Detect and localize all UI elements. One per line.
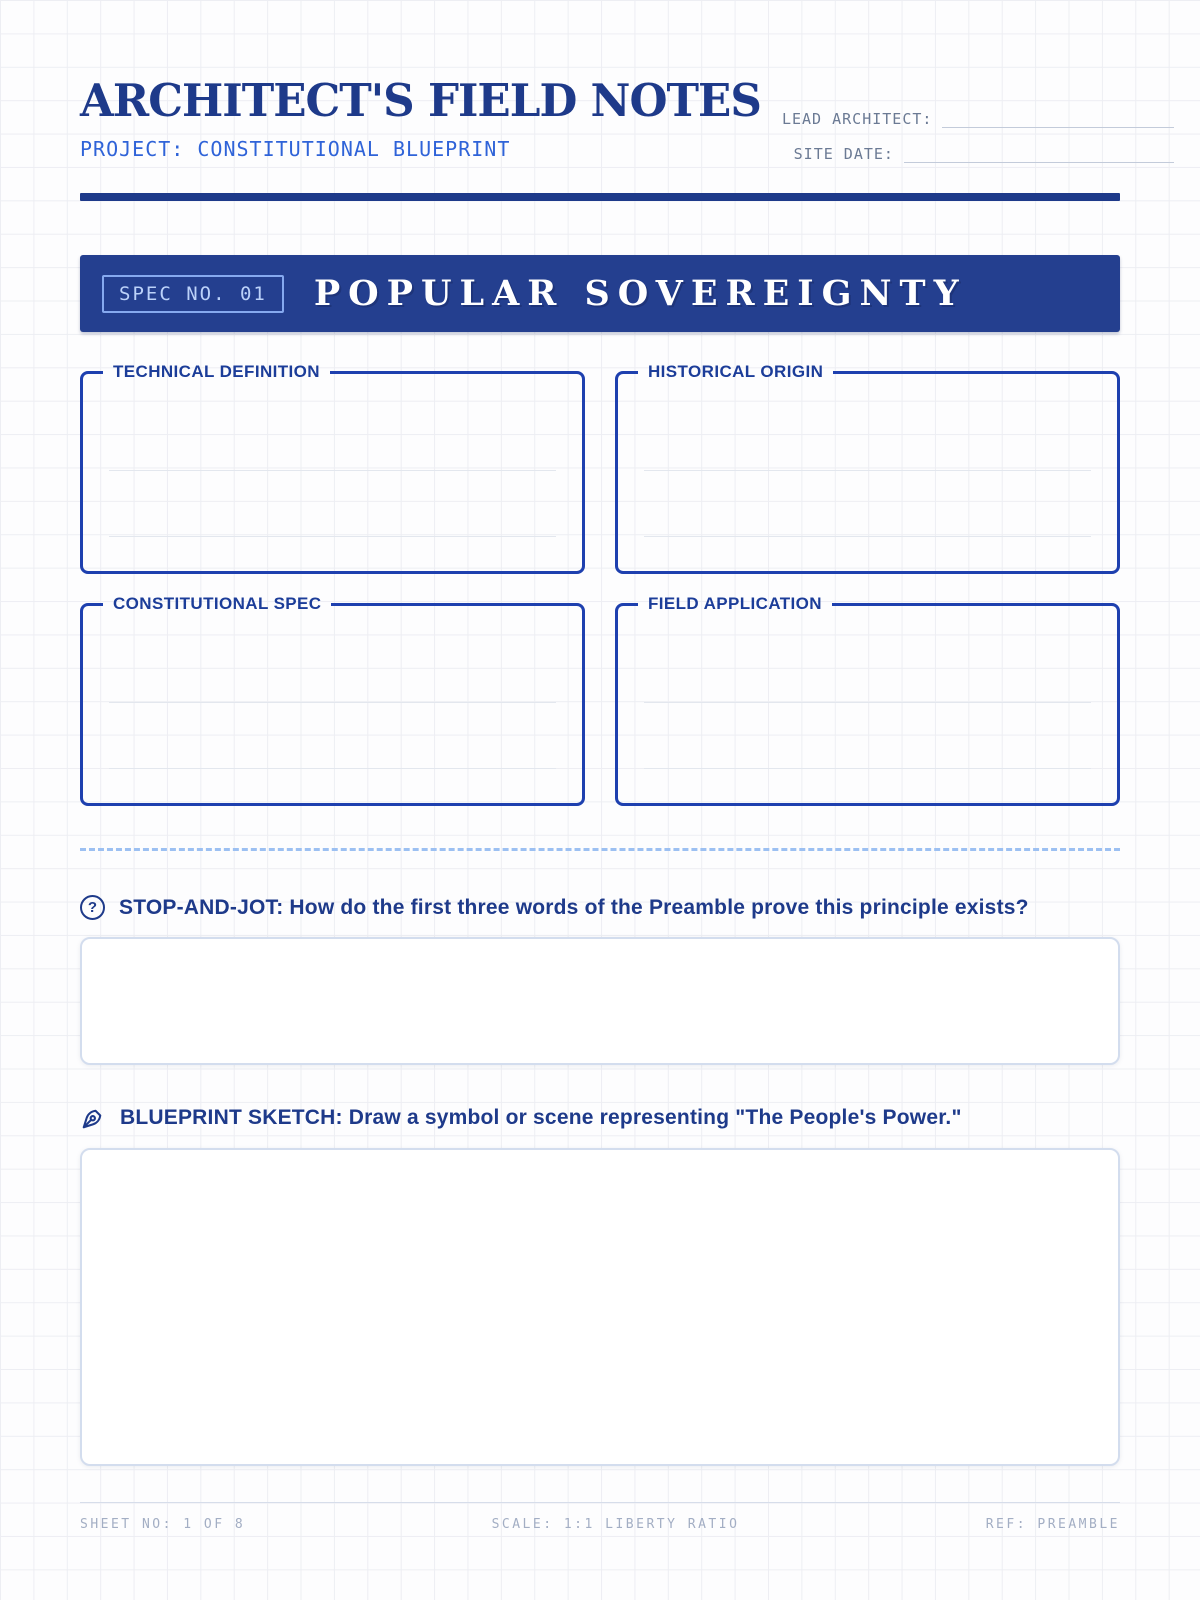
pen-nib-icon bbox=[80, 1105, 106, 1131]
lead-architect-label: LEAD ARCHITECT: bbox=[781, 109, 933, 128]
writing-line bbox=[109, 536, 556, 537]
spec-banner bbox=[80, 255, 1120, 332]
writing-line bbox=[109, 470, 556, 471]
sheet-number: SHEET NO: 1 OF 8 bbox=[80, 1517, 246, 1533]
spec-grid bbox=[80, 362, 1120, 806]
header bbox=[80, 74, 1120, 177]
scale-note: SCALE: 1:1 LIBERTY RATIO bbox=[491, 1517, 740, 1533]
page-content bbox=[80, 0, 1120, 1532]
spec-box-field-application[interactable] bbox=[615, 594, 1120, 806]
question-circle-icon: ? bbox=[80, 895, 105, 920]
header-fields bbox=[782, 106, 1174, 177]
writing-line bbox=[644, 702, 1091, 703]
writing-line bbox=[644, 536, 1091, 537]
spec-box-constitutional-spec[interactable] bbox=[80, 594, 585, 806]
spec-box-historical-origin[interactable] bbox=[615, 362, 1120, 574]
writing-line bbox=[644, 470, 1091, 471]
blueprint-sketch-prompt: BLUEPRINT SKETCH: Draw a symbol or scene representing "The People's Power." bbox=[120, 1106, 962, 1130]
spec-box-label: FIELD APPLICATION bbox=[648, 594, 822, 614]
site-date-field bbox=[782, 142, 1174, 164]
spec-box-label: CONSTITUTIONAL SPEC bbox=[113, 594, 322, 614]
writing-line bbox=[109, 768, 556, 769]
lead-architect-field bbox=[782, 106, 1174, 128]
project-subtitle: PROJECT: CONSTITUTIONAL BLUEPRINT bbox=[80, 137, 511, 161]
spec-box-technical-definition[interactable] bbox=[80, 362, 585, 574]
site-date-label: SITE DATE: bbox=[793, 145, 894, 164]
footer bbox=[80, 1502, 1120, 1532]
header-title-block bbox=[80, 74, 782, 161]
blueprint-sketch-box[interactable] bbox=[80, 1148, 1120, 1466]
page-title: ARCHITECT'S FIELD NOTES bbox=[80, 74, 761, 127]
section-divider bbox=[80, 848, 1120, 851]
stop-and-jot-prompt: STOP-AND-JOT: How do the first three words of the Preamble prove this principle exists? bbox=[119, 895, 1029, 919]
writing-line bbox=[109, 702, 556, 703]
stop-and-jot-heading bbox=[80, 895, 1120, 920]
site-date-write-line[interactable] bbox=[904, 142, 1174, 164]
ref-note: REF: PREAMBLE bbox=[985, 1517, 1120, 1533]
banner-title: POPULAR SOVEREIGNTY bbox=[313, 273, 967, 315]
blueprint-sketch-heading bbox=[80, 1105, 1120, 1131]
spec-box-label: HISTORICAL ORIGIN bbox=[648, 362, 824, 382]
spec-box-label: TECHNICAL DEFINITION bbox=[113, 362, 320, 382]
header-rule bbox=[80, 193, 1120, 201]
stop-and-jot-answer-box[interactable] bbox=[80, 937, 1120, 1065]
spec-number-badge: SPEC NO. 01 bbox=[102, 275, 284, 313]
lead-architect-write-line[interactable] bbox=[942, 106, 1174, 128]
writing-line bbox=[644, 768, 1091, 769]
